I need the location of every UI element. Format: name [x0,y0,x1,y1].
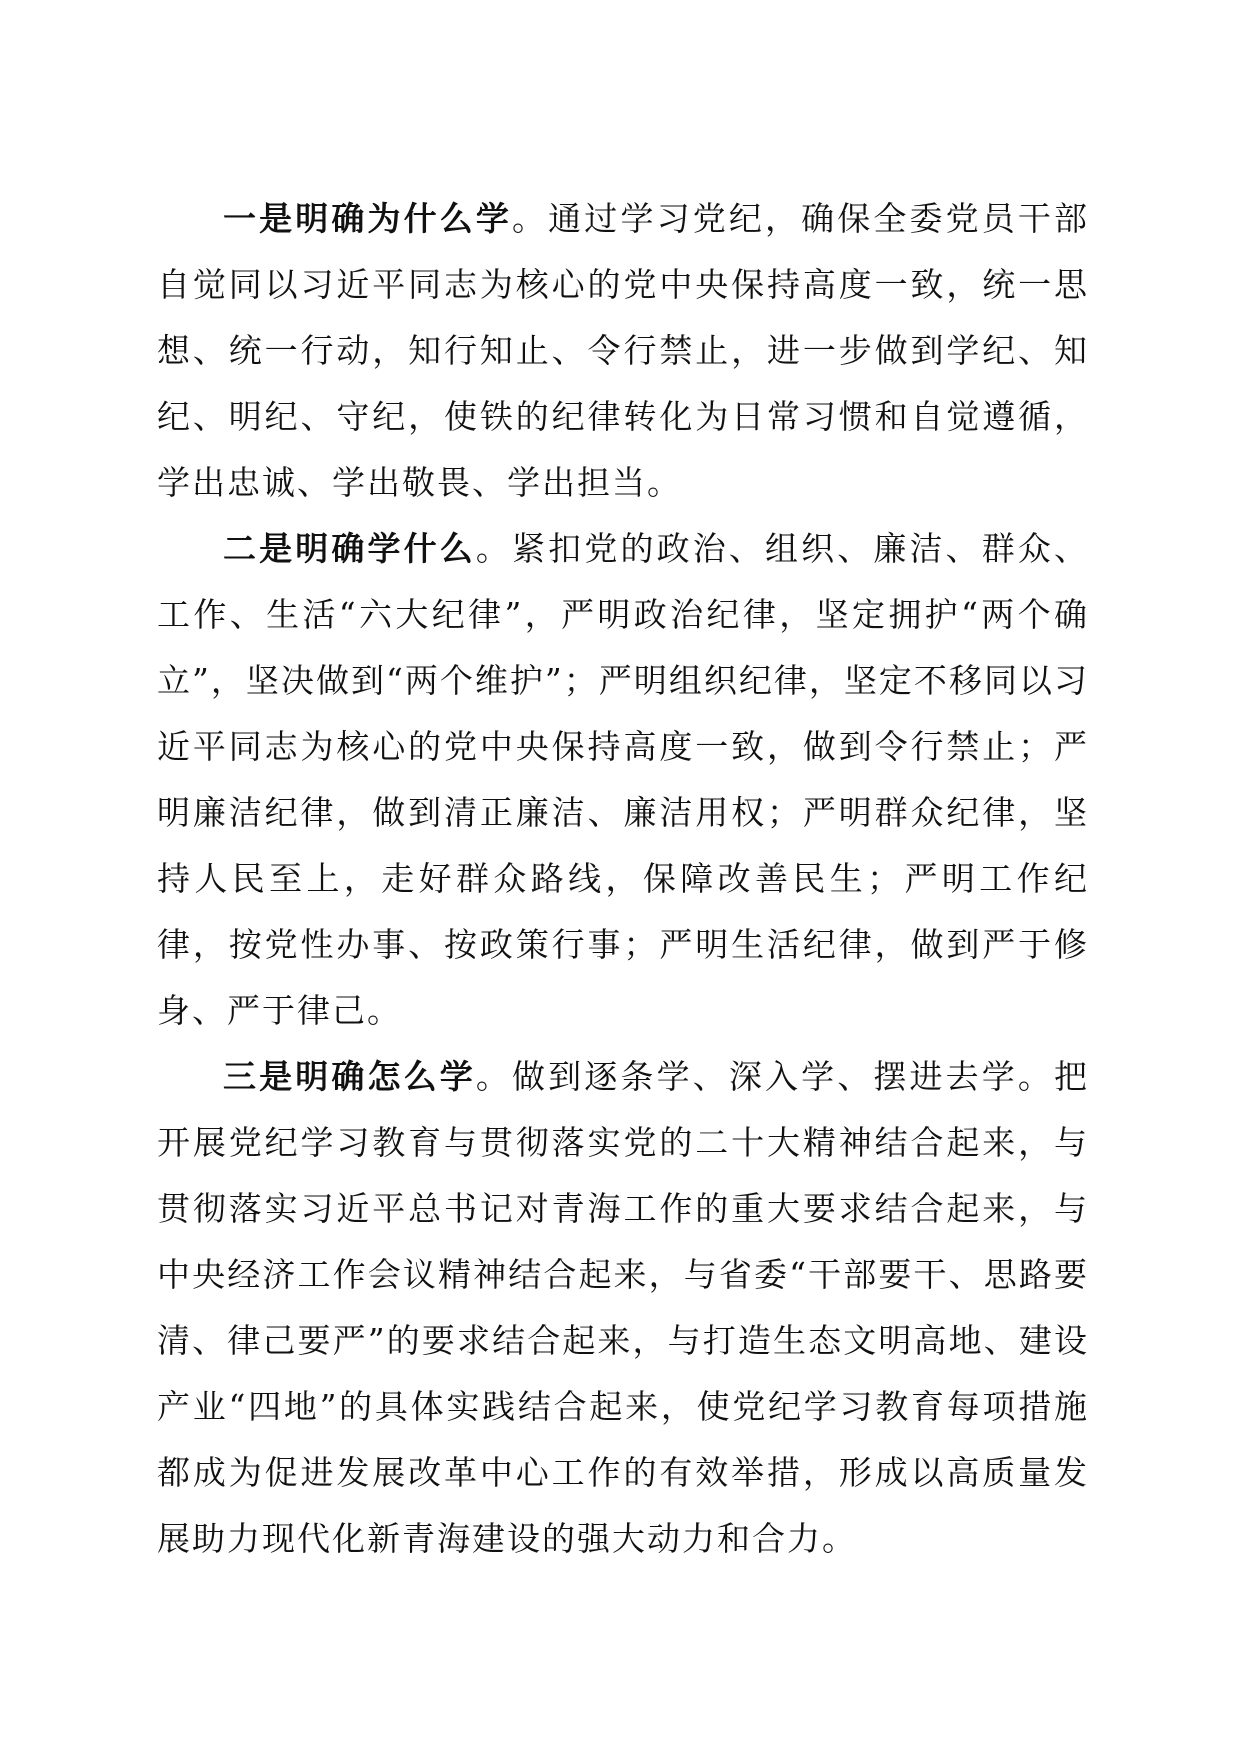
paragraph-lead: 一是明确为什么学 [223,199,513,238]
paragraph-text: 。通过学习党纪，确保全委党员干部自觉同以习近平同志为核心的党中央保持高度一致，统一思想、统一行动，知行知止、令行禁止，进一步做到学纪、知纪、明纪、守纪，使铁的纪律转化为日常习惯和自觉遵循，学出忠诚、学出敬畏、学出担当。 [157,199,1090,502]
paragraph-what-learn [157,516,1089,1044]
paragraph-why-learn [157,186,1089,516]
paragraph-text: 。做到逐条学、深入学、摆进去学。把开展党纪学习教育与贯彻落实党的二十大精神结合起来，与贯彻落实习近平总书记对青海工作的重大要求结合起来，与中央经济工作会议精神结合起来，与省委“干部要干、思路要清、律己要严”的要求结合起来，与打造生态文明高地、建设产业“四地”的具体实践结合起来，使党纪学习教育每项措施都成为促进发展改革中心工作的有效举措，形成以高质量发展助力现代化新青海建设的强大动力和合力。 [157,1057,1090,1558]
paragraph-how-learn [157,1044,1089,1572]
paragraph-text: 。紧扣党的政治、组织、廉洁、群众、工作、生活“六大纪律”，严明政治纪律，坚定拥护“两个确立”，坚决做到“两个维护”；严明组织纪律，坚定不移同以习近平同志为核心的党中央保持高度一致，做到令行禁止；严明廉洁纪律，做到清正廉洁、廉洁用权；严明群众纪律，坚持人民至上，走好群众路线，保障改善民生；严明工作纪律，按党性办事、按政策行事；严明生活纪律，做到严于修身、严于律己。 [157,529,1090,1030]
paragraph-lead: 二是明确学什么 [223,529,476,568]
document-body [157,186,1089,1572]
paragraph-lead: 三是明确怎么学 [223,1057,476,1096]
